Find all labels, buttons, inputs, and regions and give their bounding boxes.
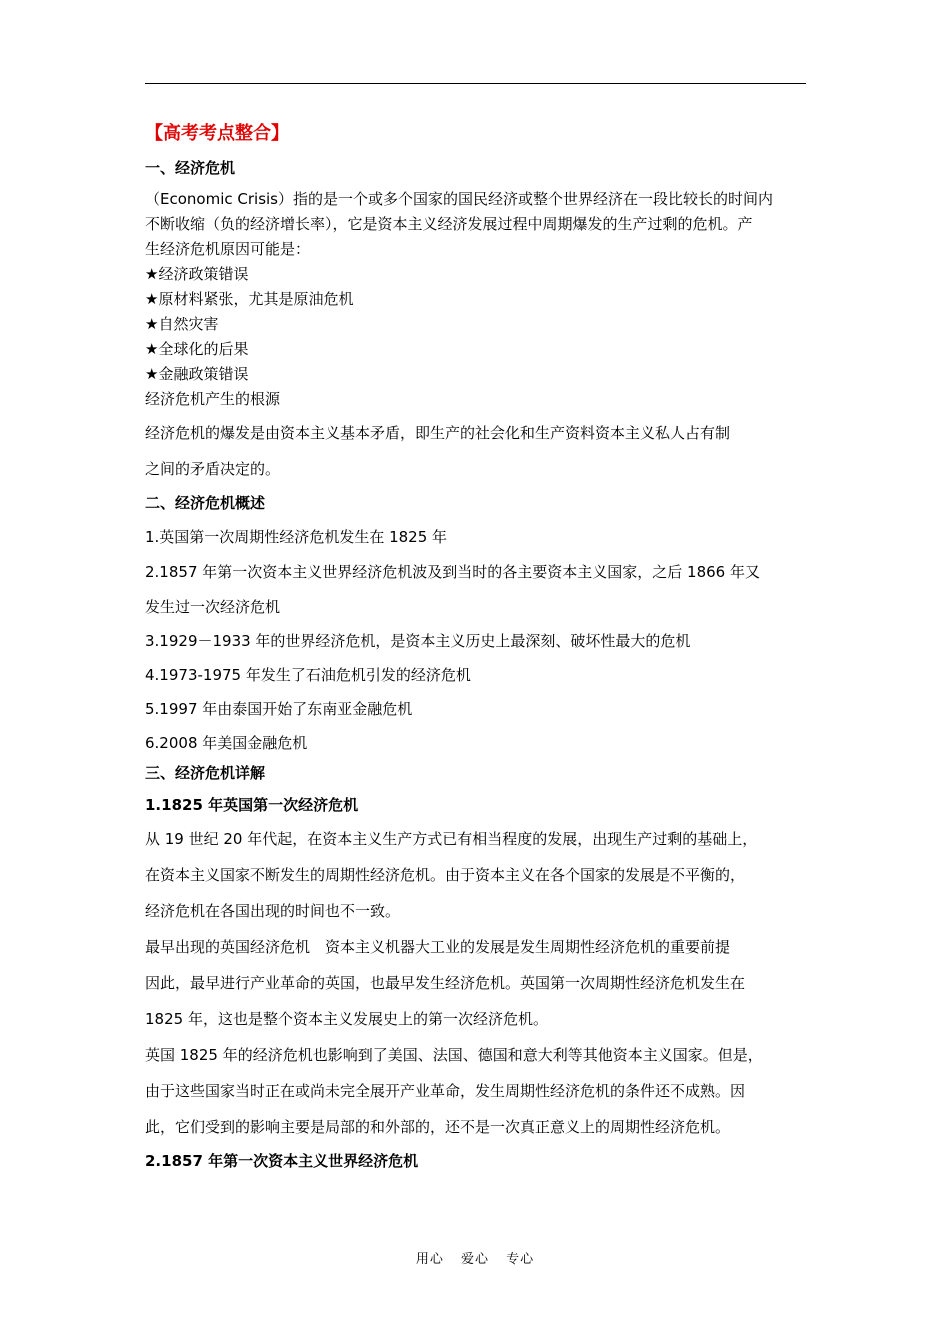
subheading-1825: 1.1825 年英国第一次经济危机 [145, 796, 359, 814]
root-text [145, 415, 807, 487]
text-line: 从 19 世纪 20 年代起，在资本主义生产方式已有相当程度的发展，出现生产过剩的基础上， [145, 830, 758, 848]
text-line: 此，它们受到的影响主要是局部的和外部的，还不是一次真正意义上的周期性经济危机。 [145, 1118, 731, 1136]
cause-item: ★ 全球化的后果 [145, 337, 807, 362]
text-line: 最早出现的英国经济危机 资本主义机器大工业的发展是发生周期性经济危机的重要前提 [145, 938, 731, 956]
text-line: （Economic Crisis）指的是一个或多个国家的国民经济或整个世界经济在一段比较长的时间内 [145, 190, 773, 208]
text-line: 在资本主义国家不断发生的周期性经济危机。由于资本主义在各个国家的发展是不平衡的， [145, 866, 746, 884]
detail-paragraphs [145, 821, 807, 1145]
list-item: 6.2008 年美国金融危机 [145, 734, 308, 752]
section-heading-2: 二、经济危机概述 [145, 494, 266, 512]
header-rule [145, 83, 806, 84]
cause-item: ★ 原材料紧张，尤其是原油危机 [145, 287, 807, 312]
cause-item: ★ 自然灾害 [145, 312, 807, 337]
list-item: 5.1997 年由泰国开始了东南亚金融危机 [145, 700, 413, 718]
root-label: 经济危机产生的根源 [145, 390, 281, 408]
text-line: 经济危机在各国出现的时间也不一致。 [145, 902, 401, 920]
text-line: 1825 年，这也是整个资本主义发展史上的第一次经济危机。 [145, 1010, 548, 1028]
document-body [145, 120, 807, 1172]
list-item: 3.1929－1933 年的世界经济危机，是资本主义历史上最深刻、破坏性最大的危机 [145, 632, 691, 650]
page-footer: 用心 爱心 专心 [415, 1252, 535, 1267]
text-line: 由于这些国家当时正在或尚未完全展开产业革命，发生周期性经济危机的条件还不成熟。因 [145, 1082, 746, 1100]
text-line: 生经济危机原因可能是： [145, 240, 311, 258]
text-line: 之间的矛盾决定的。 [145, 460, 281, 478]
cause-item: ★ 经济政策错误 [145, 262, 807, 287]
section-1-intro [145, 187, 807, 412]
list-item: 4.1973-1975 年发生了石油危机引发的经济危机 [145, 666, 471, 684]
text-line: 因此，最早进行产业革命的英国，也最早发生经济危机。英国第一次周期性经济危机发生在 [145, 974, 746, 992]
document-banner: 【高考考点整合】 [145, 123, 289, 144]
cause-item: ★ 金融政策错误 [145, 362, 807, 387]
subheading-1857: 2.1857 年第一次资本主义世界经济危机 [145, 1152, 419, 1170]
text-line: 经济危机的爆发是由资本主义基本矛盾，即生产的社会化和生产资料资本主义私人占有制 [145, 424, 731, 442]
list-item: 1.英国第一次周期性经济危机发生在 1825 年 [145, 528, 448, 546]
list-item: 2.1857 年第一次资本主义世界经济危机波及到当时的各主要资本主义国家，之后 1866 年又 [145, 563, 760, 581]
section-heading-1: 一、经济危机 [145, 159, 236, 177]
section-heading-3: 三、经济危机详解 [145, 764, 266, 782]
overview-list [145, 520, 807, 760]
list-item: 发生过一次经济危机 [145, 598, 281, 616]
text-line: 英国 1825 年的经济危机也影响到了美国、法国、德国和意大利等其他资本主义国家。但是， [145, 1046, 763, 1064]
text-line: 不断收缩（负的经济增长率），它是资本主义经济发展过程中周期爆发的生产过剩的危机。产 [145, 215, 753, 233]
